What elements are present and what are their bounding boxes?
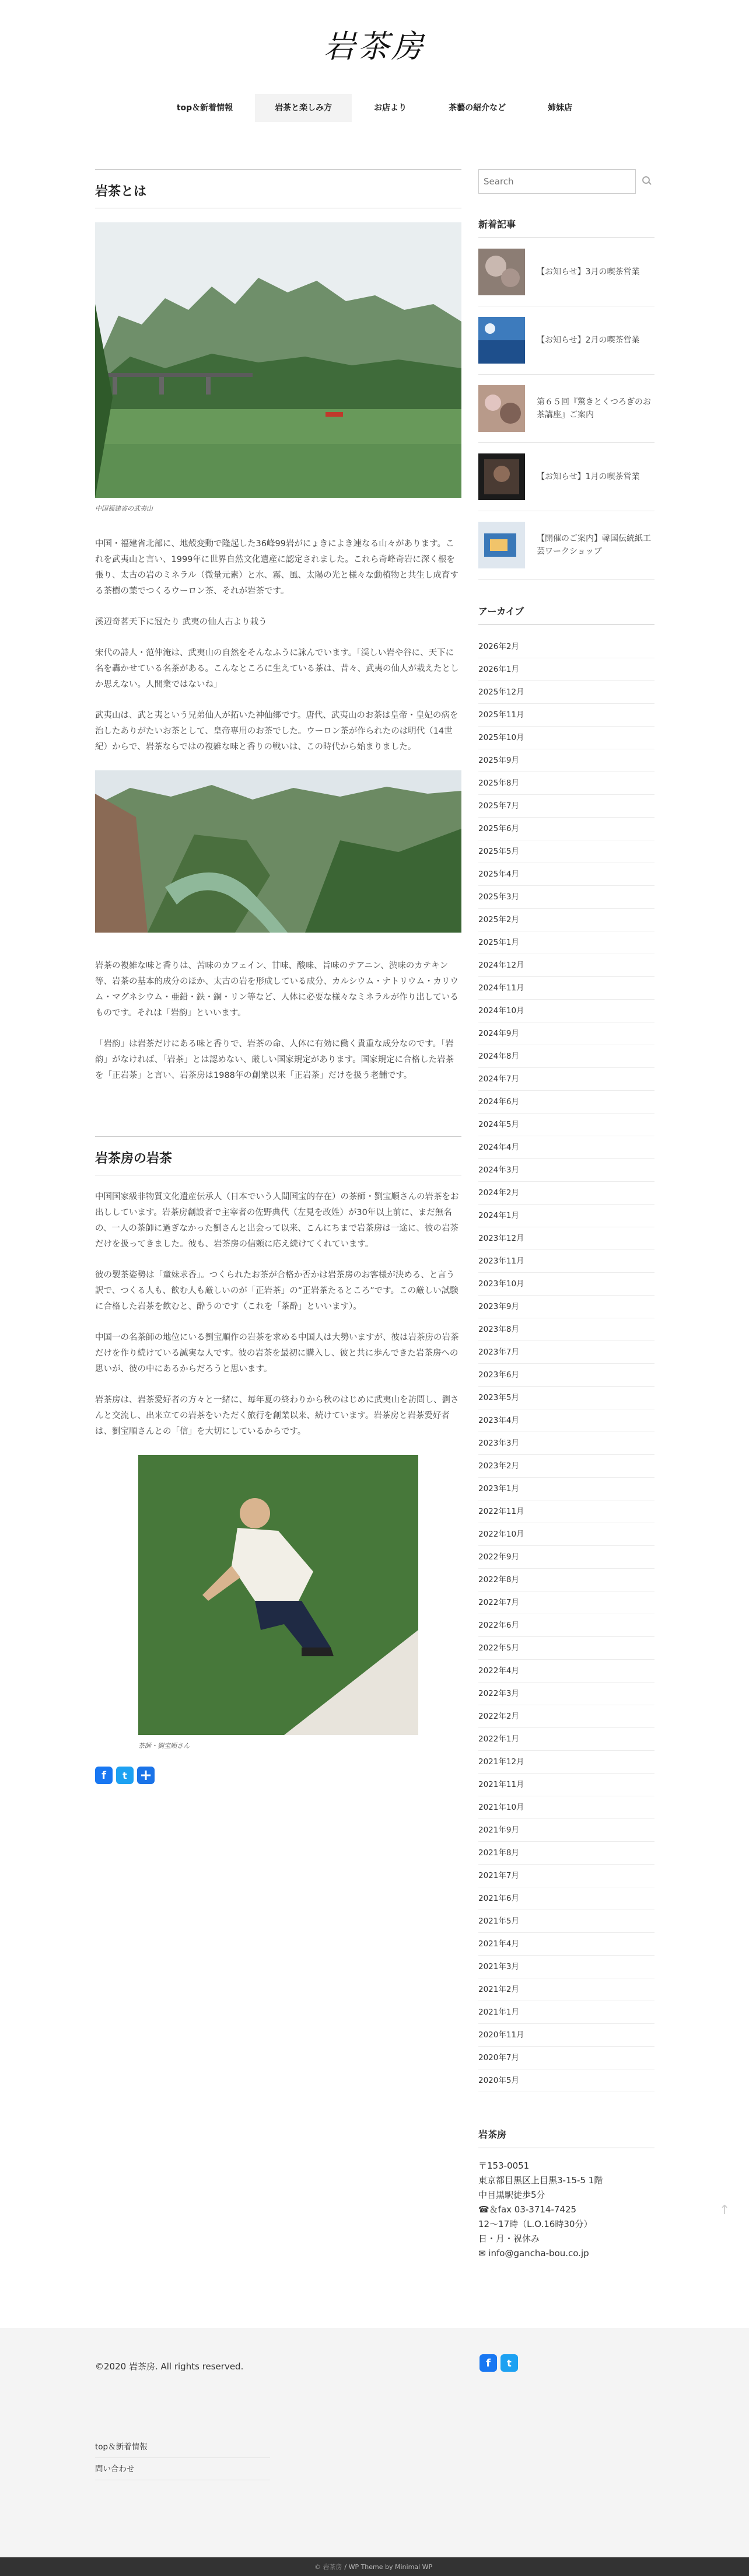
nav-item-shop[interactable]: お店より <box>374 103 407 113</box>
search-icon[interactable] <box>640 174 654 189</box>
paragraph: 中国国家級非物質文化遺産伝承人（日本でいう人間国宝的存在）の茶師・劉宝順さんの岩茶をお出ししています。岩茶房創設者で主宰者の佐野典代（左見を改姓）が30年以上前に、まだ無名の、一人の茶師に過ぎなかった劉さんと出会って以来、こんにちまで岩茶房は一途に、彼の岩茶だけを扱ってきました。彼も、岩茶房の信頼に応え続けてくれています。 <box>95 1192 459 1249</box>
section-title: 岩茶房の岩茶 <box>95 1136 461 1175</box>
archive-item[interactable]: 2022年11月 <box>478 1500 654 1523</box>
facebook-icon[interactable]: f <box>480 2354 497 2372</box>
archive-item[interactable]: 2026年2月 <box>478 636 654 658</box>
post-title[interactable]: 第６５回『驚きとくつろぎのお茶講座』ご案内 <box>537 397 651 420</box>
archive-item[interactable]: 2025年7月 <box>478 795 654 818</box>
archive-item[interactable]: 2021年2月 <box>478 1978 654 2001</box>
archive-item[interactable]: 2025年4月 <box>478 863 654 886</box>
archive-item[interactable]: 2024年9月 <box>478 1022 654 1045</box>
archive-item[interactable]: 2022年4月 <box>478 1660 654 1683</box>
archive-item[interactable]: 2024年6月 <box>478 1091 654 1114</box>
footer-link-contact[interactable]: 問い合わせ <box>95 2458 270 2480</box>
archive-item[interactable]: 2021年10月 <box>478 1796 654 1819</box>
article-body-2 <box>95 958 461 1084</box>
paragraph: 彼の製茶姿勢は「童妹求香」。つくられたお茶が合格か否かは岩茶房のお客様が決める、と言う訳で、つくる人も、飲む人も厳しいのが「正岩茶」の“正岩茶たるところ”です。この厳しい試験に合格した岩茶を飲むと、酔うのです（これを「茶酔」といいます）。 <box>95 1270 459 1311</box>
paragraph: 「岩韵」は岩茶だけにある味と香りで、岩茶の命、人体に有効に働く貴重な成分なのです。「岩韵」がなければ、「岩茶」とは認めない、厳しい国家規定があります。国家規定に合格した岩茶を「正岩茶」と言い、岩茶房は1988年の創業以来「正岩茶」だけを扱う老舗です。 <box>95 1039 454 1080</box>
access: 中目黒駅徒歩5分 <box>478 2190 545 2200</box>
post-title[interactable]: 【お知らせ】3月の喫茶営業 <box>537 267 640 277</box>
archive-item[interactable]: 2023年8月 <box>478 1318 654 1341</box>
nav-item-sister-shop[interactable]: 姉妹店 <box>548 103 573 113</box>
twitter-icon[interactable]: t <box>501 2354 518 2372</box>
post-thumbnail[interactable] <box>478 249 525 295</box>
bottom-copyright: © 岩茶房 <box>314 2563 342 2571</box>
archive-item[interactable]: 2020年5月 <box>478 2069 654 2092</box>
paragraph: 中国一の名茶師の地位にいる劉宝順作の岩茶を求める中国人は大勢いますが、彼は岩茶房の岩茶だけを作り続けている誠実な人です。彼の岩茶を最初に購入し、彼と共に歩んできた岩茶房への思いが、彼の中にあるからだろうと思います。 <box>95 1333 459 1374</box>
archive-item[interactable]: 2024年1月 <box>478 1205 654 1227</box>
archive-item[interactable]: 2025年5月 <box>478 840 654 863</box>
post-title[interactable]: 【開催のご案内】韓国伝統紙工芸ワークショップ <box>537 534 651 556</box>
archive-item[interactable]: 2024年11月 <box>478 977 654 1000</box>
archive-item[interactable]: 2021年9月 <box>478 1819 654 1842</box>
archive-item[interactable]: 2023年5月 <box>478 1387 654 1409</box>
archive-item[interactable]: 2022年9月 <box>478 1546 654 1569</box>
archive-item[interactable]: 2022年6月 <box>478 1614 654 1637</box>
footer-share-buttons <box>480 2354 518 2372</box>
archive-item[interactable]: 2020年11月 <box>478 2024 654 2047</box>
recent-post[interactable] <box>478 317 654 375</box>
archive-item[interactable]: 2024年8月 <box>478 1045 654 1068</box>
bottom-bar <box>0 2557 749 2576</box>
paragraph: 宋代の詩人・范仲淹は、武夷山の自然をそんなふうに詠んでいます。「渓しい岩や谷に、天下に名を轟かせている名茶がある。こんなところに生えている茶は、昔々、武夷の仙人が栽えたとしか思えない。人間業ではないね」 <box>95 648 459 689</box>
archive-item[interactable]: 2023年3月 <box>478 1432 654 1455</box>
footer-link-top[interactable]: top＆新着情報 <box>95 2436 270 2458</box>
paragraph: 岩茶の複雑な味と香りは、苦味のカフェイン、甘味、酸味、旨味のテアニン、渋味のカテキン等、岩茶の基本的成分のほか、太古の岩を形成している成分、カルシウム・ナトリウム・カリウム・マグネシウム・亜鉛・鉄・銅・リン等など、人体に必要な様々なミネラルが作り出しているものです。それは「岩韵」といいます。 <box>95 961 459 1018</box>
archive-item[interactable]: 2025年8月 <box>478 772 654 795</box>
recent-post[interactable] <box>478 249 654 306</box>
archive-item[interactable]: 2025年1月 <box>478 931 654 954</box>
closed-days: 日・月・祝休み <box>478 2233 540 2244</box>
archive-item[interactable]: 2021年7月 <box>478 1865 654 1887</box>
post-thumbnail[interactable] <box>478 522 525 568</box>
archive-item[interactable]: 2025年11月 <box>478 704 654 727</box>
phone: ☎＆fax 03-3714-7425 <box>478 2204 577 2215</box>
wuyishan-photo <box>95 222 461 498</box>
archive-item[interactable]: 2023年11月 <box>478 1250 654 1273</box>
wuyishan-valley-photo <box>95 770 461 933</box>
archive-item[interactable]: 2025年9月 <box>478 749 654 772</box>
archive-item[interactable]: 2024年3月 <box>478 1159 654 1182</box>
archive-item[interactable]: 2025年3月 <box>478 886 654 909</box>
shop-info <box>478 2159 654 2261</box>
post-thumbnail[interactable] <box>478 453 525 500</box>
photo-caption: 茶師・劉宝順さん <box>138 1742 190 1750</box>
archive-item[interactable]: 2023年7月 <box>478 1341 654 1364</box>
archive-item[interactable]: 2025年2月 <box>478 909 654 931</box>
photo-caption: 中国福建省の武夷山 <box>95 505 153 512</box>
post-title[interactable]: 【お知らせ】2月の喫茶営業 <box>537 336 640 345</box>
footer-nav <box>95 2436 270 2480</box>
nav-item-gancha[interactable]: 岩茶と楽しみ方 <box>255 94 352 122</box>
archive-item[interactable]: 2021年4月 <box>478 1933 654 1956</box>
archive-item[interactable]: 2020年7月 <box>478 2047 654 2069</box>
site-header <box>0 0 749 88</box>
recent-post[interactable] <box>478 453 654 511</box>
copyright: ©2020 岩茶房. All rights reserved. <box>95 2361 244 2372</box>
paragraph: 溪辺奇茗天下に冠たり 武夷の仙人古より栽う <box>95 617 267 627</box>
archive-item[interactable]: 2023年2月 <box>478 1455 654 1478</box>
search-input[interactable] <box>478 169 636 194</box>
archive-item[interactable]: 2022年5月 <box>478 1637 654 1660</box>
archive-item[interactable]: 2023年10月 <box>478 1273 654 1296</box>
archive-item[interactable]: 2024年7月 <box>478 1068 654 1091</box>
post-thumbnail[interactable] <box>478 385 525 432</box>
paragraph: 中国・福建省北部に、地殻変動で隆起した36峰99岩がにょきによき連なる山々があります。これを武夷山と言い、1999年に世界自然文化遺産に認定されました。これら奇峰奇岩に深く根を張り、太古の岩のミネラル（微量元素）と水、霧、風、太陽の光と様々な動植物と共生し成育する茶樹の葉でつくるウーロン茶、それが岩茶です。 <box>95 539 459 596</box>
shop-info-title: 岩茶房 <box>478 2127 654 2148</box>
twitter-icon[interactable]: t <box>116 1767 134 1784</box>
archive-item[interactable]: 2022年3月 <box>478 1683 654 1705</box>
archive-item[interactable]: 2025年10月 <box>478 727 654 749</box>
archive-item[interactable]: 2023年4月 <box>478 1409 654 1432</box>
archive-item[interactable]: 2023年9月 <box>478 1296 654 1318</box>
nav-item-top[interactable]: top＆新着情報 <box>176 103 233 113</box>
hours: 12〜17時（L.O.16時30分） <box>478 2219 593 2229</box>
tea-master-photo <box>138 1455 418 1735</box>
theme-credit[interactable]: / WP Theme by Minimal WP <box>344 2563 433 2571</box>
search-form <box>478 169 654 194</box>
email[interactable]: ✉ info@gancha-bou.co.jp <box>478 2248 589 2259</box>
archive-list <box>478 636 654 2092</box>
archive-item[interactable]: 2022年8月 <box>478 1569 654 1591</box>
nav-item-tea-art[interactable]: 茶藝の紹介など <box>449 103 506 113</box>
archive-item[interactable]: 2024年10月 <box>478 1000 654 1022</box>
recent-posts-title: 新着記事 <box>478 217 654 238</box>
archive-item[interactable]: 2022年7月 <box>478 1591 654 1614</box>
article-body-3 <box>95 1189 461 1440</box>
archive-title: アーカイブ <box>478 604 654 625</box>
archive-item[interactable]: 2021年8月 <box>478 1842 654 1865</box>
archive-item[interactable]: 2024年2月 <box>478 1182 654 1205</box>
archive-item[interactable]: 2025年6月 <box>478 818 654 840</box>
recent-post[interactable] <box>478 385 654 443</box>
address: 東京都目黒区上目黒3-15-5 1階 <box>478 2175 603 2186</box>
archive-item[interactable]: 2023年6月 <box>478 1364 654 1387</box>
post-thumbnail[interactable] <box>478 317 525 364</box>
main-content <box>95 169 461 2261</box>
facebook-icon[interactable]: f <box>95 1767 113 1784</box>
post-title[interactable]: 【お知らせ】1月の喫茶営業 <box>537 472 640 481</box>
page-title: 岩茶とは <box>95 169 461 208</box>
archive-item[interactable]: 2024年12月 <box>478 954 654 977</box>
site-footer <box>0 2328 749 2557</box>
archive-item[interactable]: 2024年4月 <box>478 1136 654 1159</box>
paragraph: 武夷山は、武と夷という兄弟仙人が拓いた神仙郷です。唐代、武夷山のお茶は皇帝・皇妃の病を治したありがたいお茶として、皇帝専用のお茶でした。ウーロン茶が作られたのは明代（14世紀）からで、岩茶ならではの複雑な味と香りの戦いは、この時代から始まりました。 <box>95 711 459 752</box>
scroll-to-top-icon[interactable]: ↑ <box>719 2203 730 2218</box>
paragraph: 岩茶房は、岩茶愛好者の方々と一緒に、毎年夏の終わりから秋のはじめに武夷山を訪問し、劉さんと交流し、出来立ての岩茶をいただく旅行を創業以来、続けています。岩茶房と岩茶愛好者は、劉宝順さんとの「信」を大切にしているからです。 <box>95 1395 459 1436</box>
archive-item[interactable]: 2022年1月 <box>478 1728 654 1751</box>
archive-item[interactable]: 2023年1月 <box>478 1478 654 1500</box>
site-logo[interactable]: 岩茶房 <box>324 27 425 65</box>
archive-item[interactable]: 2026年1月 <box>478 658 654 681</box>
sidebar <box>478 169 654 2261</box>
archive-item[interactable]: 2021年1月 <box>478 2001 654 2024</box>
archive-item[interactable]: 2024年5月 <box>478 1114 654 1136</box>
archive-item[interactable]: 2021年5月 <box>478 1910 654 1933</box>
article-body-1 <box>95 536 461 755</box>
archive-item[interactable]: 2022年10月 <box>478 1523 654 1546</box>
archive-item[interactable]: 2021年3月 <box>478 1956 654 1978</box>
main-nav <box>0 88 749 128</box>
share-buttons <box>95 1767 461 1784</box>
archive-item[interactable]: 2025年12月 <box>478 681 654 704</box>
postal-code: 〒153-0051 <box>478 2160 530 2171</box>
plus-share-icon[interactable]: + <box>137 1767 155 1784</box>
archive-item[interactable]: 2021年6月 <box>478 1887 654 1910</box>
recent-post[interactable] <box>478 522 654 580</box>
archive-item[interactable]: 2021年12月 <box>478 1751 654 1774</box>
archive-item[interactable]: 2021年11月 <box>478 1774 654 1796</box>
archive-item[interactable]: 2023年12月 <box>478 1227 654 1250</box>
archive-item[interactable]: 2022年2月 <box>478 1705 654 1728</box>
